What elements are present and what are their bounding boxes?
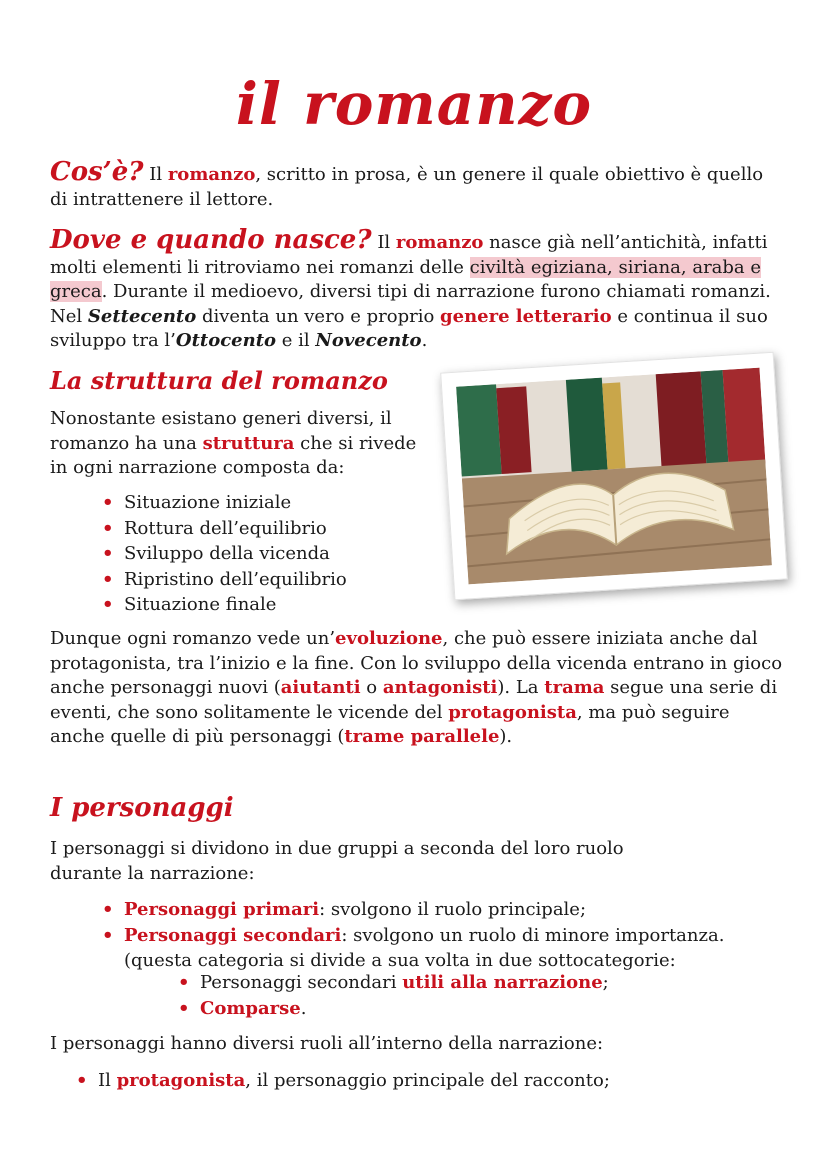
origin-paragraph: Dove e quando nasce? Il romanzo nasce già nell’antichità, infatti molti elementi li ritroviamo nei romanzi delle civiltà egiziana, siriana, araba e greca. Durante il medioevo, diversi tipi di narrazione furono chiamati romanzi. Nel Settecento diventa un vero e proprio genere letterario e continua il suo sviluppo tra l’Ottocento e il Novecento.: [50, 225, 771, 351]
keyword: protagonista: [448, 701, 577, 723]
list-item: • Ripristino dell’equilibrio: [102, 567, 347, 593]
keyword: trame parallele: [344, 726, 500, 747]
roles-intro: I personaggi hanno diversi ruoli all’interno della narrazione:: [50, 1033, 604, 1054]
evolution-paragraph: Dunque ogni romanzo vede un’evoluzione, che può essere iniziata anche dal protagonista, tra l’inizio e la fine. Con lo sviluppo della vicenda entrano in gioco anche personaggi nuovi (aiutanti o antagonisti). La trama segue una serie di eventi, che sono solitamente le vicende del protagonista, ma può seguire anche quelle di più personaggi (trame parallele).: [50, 628, 783, 747]
structure-paragraph: Nonostante esistano generi diversi, il romanzo ha una struttura che si rivede in ogni narrazione composta da:: [50, 408, 417, 478]
keyword: antagonisti: [382, 677, 498, 698]
list-item: • Situazione finale: [102, 592, 347, 618]
book-photo: [440, 352, 788, 601]
list-item: • Il protagonista, il personaggio principale del racconto;: [76, 1068, 776, 1094]
list-item: • Situazione iniziale: [102, 490, 347, 516]
list-item: • Rottura dell’equilibrio: [102, 516, 347, 542]
list-item: • Sviluppo della vicenda: [102, 541, 347, 567]
page-title: il romanzo: [235, 70, 593, 138]
keyword: trama: [544, 677, 605, 698]
keyword: struttura: [202, 432, 295, 454]
character-types-list: [102, 897, 782, 974]
highlighted-text: civiltà egiziana, siriana, araba e greca: [50, 256, 762, 302]
intro-paragraph: Cos’è? Il romanzo, scritto in prosa, è un genere il quale obiettivo è quello di intrattenere il lettore.: [50, 157, 764, 210]
secondary-subcategories-list: [178, 970, 778, 1021]
intro-heading: Cos’è?: [50, 157, 144, 187]
structure-list: [102, 490, 347, 618]
open-book-illustration: [456, 368, 772, 585]
list-item: • Personaggi primari: svolgono il ruolo principale;: [102, 897, 782, 923]
characters-heading: I personaggi: [50, 793, 234, 823]
keyword: aiutanti: [280, 677, 361, 698]
keyword: romanzo: [167, 164, 256, 185]
keyword: genere letterario: [440, 305, 612, 327]
origin-heading: Dove e quando nasce?: [50, 225, 372, 255]
structure-heading: La struttura del romanzo: [50, 366, 388, 395]
keyword: evoluzione: [335, 628, 443, 649]
list-item: • Comparse.: [178, 996, 778, 1022]
list-item: • Personaggi secondari: svolgono un ruolo di minore importanza. (questa categoria si divide a sua volta in due sottocategorie:: [102, 923, 782, 974]
list-item: • Personaggi secondari utili alla narrazione;: [178, 970, 778, 996]
roles-list: [76, 1068, 776, 1094]
characters-intro: I personaggi si dividono in due gruppi a seconda del loro ruolo durante la narrazione:: [50, 838, 624, 884]
keyword: romanzo: [395, 232, 484, 253]
